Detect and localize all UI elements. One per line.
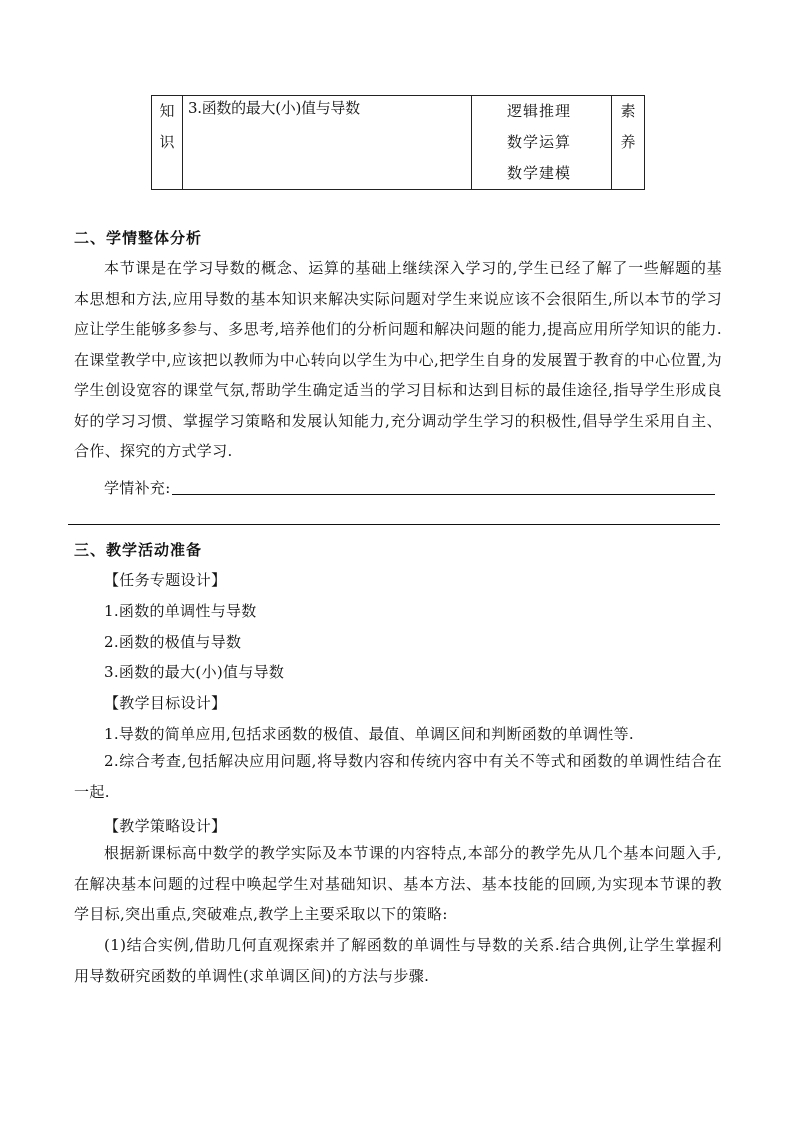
goal-design-title: 【教学目标设计】 xyxy=(104,694,227,712)
strategy-design-title: 【教学策略设计】 xyxy=(104,817,227,835)
strategy-item-1: (1)结合实例,借助几何直观探索并了解函数的单调性与导数的关系.结合典例,让学生掌握利用导数研究函数的单调性(求单调区间)的方法与步骤. xyxy=(74,936,722,985)
supplement-input-line-2[interactable] xyxy=(68,524,720,525)
knowledge-content: 3.函数的最大(小)值与导数 xyxy=(188,99,360,117)
task-design-title: 【任务专题设计】 xyxy=(104,571,227,589)
literacy-item: 数学运算 xyxy=(507,133,572,151)
literacy-list xyxy=(472,96,611,189)
goal-item-2: 2.综合考查,包括解决应用问题,将导数内容和传统内容中有关不等式和函数的单调性结合在一起. xyxy=(74,752,722,801)
knowledge-char: 识 xyxy=(159,133,175,151)
literacy-char: 养 xyxy=(620,133,636,151)
section3-heading: 三、教学活动准备 xyxy=(74,541,203,559)
task-item: 1.函数的单调性与导数 xyxy=(104,602,257,620)
task-item: 3.函数的最大(小)值与导数 xyxy=(104,663,285,681)
literacy-label-cell xyxy=(612,96,645,190)
section2-paragraph: 本节课是在学习导数的概念、运算的基础上继续深入学习的,学生已经了解了一些解题的基本思想和方法,应用导数的基本知识来解决实际问题对学生来说应该不会很陌生,所以本节的学习应让学生能够多参与、多思考,培养他们的分析问题和解决问题的能力,提高应用所学知识的能力.在课堂教学中,应该把以教师为中心转向以学生为中心,把学生自身的发展置于教育的中心位置,为学生创设宽容的课堂气氛,帮助学生确定适当的学习目标和达到目标的最佳途径,指导学生形成良好的学习习惯、掌握学习策略和发展认知能力,充分调动学生学习的积极性,倡导学生采用自主、合作、探究的方式学习. xyxy=(74,259,722,460)
strategy-intro-paragraph: 根据新课标高中数学的教学实际及本节课的内容特点,本部分的教学先从几个基本问题入手,在解决基本问题的过程中唤起学生对基础知识、基本方法、基本技能的回顾,为实现本节课的教学目标,突出重点,突破难点,教学上主要采取以下的策略: xyxy=(74,844,722,923)
literacy-item: 数学建模 xyxy=(507,164,572,182)
topic-table xyxy=(151,95,645,190)
literacy-list-cell xyxy=(472,96,612,190)
knowledge-content-cell xyxy=(183,96,472,190)
supplement-input-line[interactable] xyxy=(172,494,715,495)
task-item: 2.函数的极值与导数 xyxy=(104,633,242,651)
knowledge-char: 知 xyxy=(159,102,175,120)
literacy-item: 逻辑推理 xyxy=(507,102,572,120)
section2-heading: 二、学情整体分析 xyxy=(74,229,203,247)
supplement-label: 学情补充: xyxy=(104,479,171,497)
literacy-char: 素 xyxy=(620,102,636,120)
knowledge-label-cell xyxy=(152,96,183,190)
goal-item-1: 1.导数的简单应用,包括求函数的极值、最值、单调区间和判断函数的单调性等. xyxy=(104,725,634,743)
